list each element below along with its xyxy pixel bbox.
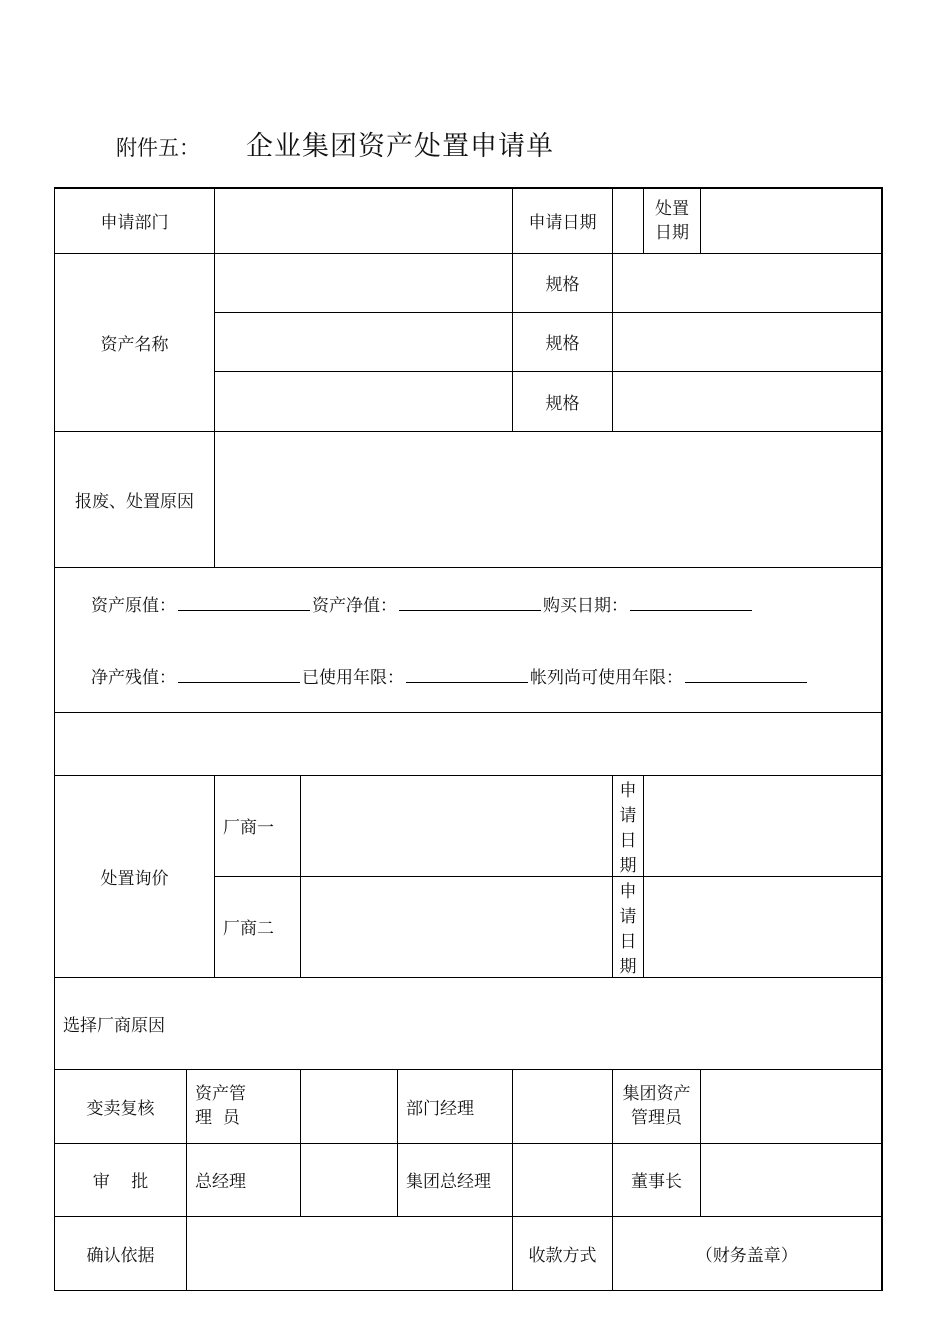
spec-label-2: 规格 [513,312,613,371]
form-title: 企业集团资产处置申请单 [246,131,554,162]
chairman-label: 董事长 [613,1143,701,1216]
asset-name-field-3[interactable] [215,371,513,431]
original-value-label: 资产原值： [91,596,176,616]
inquiry-label: 处置询价 [55,775,215,977]
remaining-years-blank[interactable] [685,666,807,683]
asset-name-field-1[interactable] [215,253,513,312]
vendor2-label: 厂商二 [215,876,301,977]
group-admin-line1: 集团资产 [622,1084,691,1104]
group-admin-line2: 管理员 [631,1108,682,1128]
spec-field-3[interactable] [613,371,882,431]
asset-admin-line1: 资产管 [195,1084,246,1104]
values-line-2 [91,663,881,688]
spec-field-1[interactable] [613,253,882,312]
dispose-date-label-line2: 日期 [655,222,689,243]
group-gm-label: 集团总经理 [398,1143,513,1216]
apply-date-field[interactable] [613,188,644,253]
finance-seal-field[interactable] [613,1216,882,1290]
used-years-label: 已使用年限： [302,668,404,688]
chairman-sign[interactable] [701,1143,882,1216]
gm-sign[interactable] [301,1143,398,1216]
remaining-years-label: 帐列尚可使用年限： [530,668,683,688]
asset-name-field-2[interactable] [215,312,513,371]
asset-admin-sign[interactable] [301,1069,398,1143]
confirm-basis-field[interactable] [187,1216,513,1290]
dispose-date-label [644,188,701,253]
disposal-reason-field[interactable] [215,431,882,567]
disposal-form-table [54,187,883,1291]
approval-label: 审 批 [55,1143,187,1216]
attachment-label: 附件五： [116,136,200,160]
asset-admin-label [187,1069,301,1143]
purchase-date-label: 购买日期： [543,596,628,616]
values-line-1 [91,591,881,616]
vendor-reason-row[interactable] [55,977,882,1069]
original-value-blank[interactable] [178,594,310,611]
apply-dept-label: 申请部门 [55,188,215,253]
vendor1-date-label: 申请日期 [613,775,644,876]
gm-label: 总经理 [187,1143,301,1216]
asset-admin-line2: 理 员 [195,1108,240,1128]
disposal-reason-label: 报废、处置原因 [55,431,215,567]
vendor2-field[interactable] [301,876,613,977]
dispose-date-field[interactable] [701,188,882,253]
asset-name-label: 资产名称 [55,253,215,431]
vendor1-field[interactable] [301,775,613,876]
group-gm-sign[interactable] [513,1143,613,1216]
spec-field-2[interactable] [613,312,882,371]
residual-value-label: 净产残值： [91,668,176,688]
group-admin-sign[interactable] [701,1069,882,1143]
used-years-blank[interactable] [406,666,528,683]
vendor-reason-label: 选择厂商原因 [63,1015,165,1036]
vendor1-date-field[interactable] [644,775,882,876]
finance-seal-label: （财务盖章） [695,1245,798,1266]
vendor2-date-label: 申请日期 [613,876,644,977]
vendor2-date-field[interactable] [644,876,882,977]
payment-method-label: 收款方式 [513,1216,613,1290]
residual-value-blank[interactable] [178,666,300,683]
dispose-date-label-line1: 处置 [655,198,689,219]
spec-label-1: 规格 [513,253,613,312]
blank-row[interactable] [55,712,882,775]
confirm-basis-label: 确认依据 [55,1216,187,1290]
spec-label-3: 规格 [513,371,613,431]
dept-manager-sign[interactable] [513,1069,613,1143]
net-value-blank[interactable] [399,594,541,611]
apply-date-label: 申请日期 [513,188,613,253]
vendor1-label: 厂商一 [215,775,301,876]
asset-values-section [55,567,882,712]
dept-manager-label: 部门经理 [398,1069,513,1143]
group-admin-label [613,1069,701,1143]
purchase-date-blank[interactable] [630,594,752,611]
apply-dept-field[interactable] [215,188,513,253]
net-value-label: 资产净值： [312,596,397,616]
review-label: 变卖复核 [55,1069,187,1143]
